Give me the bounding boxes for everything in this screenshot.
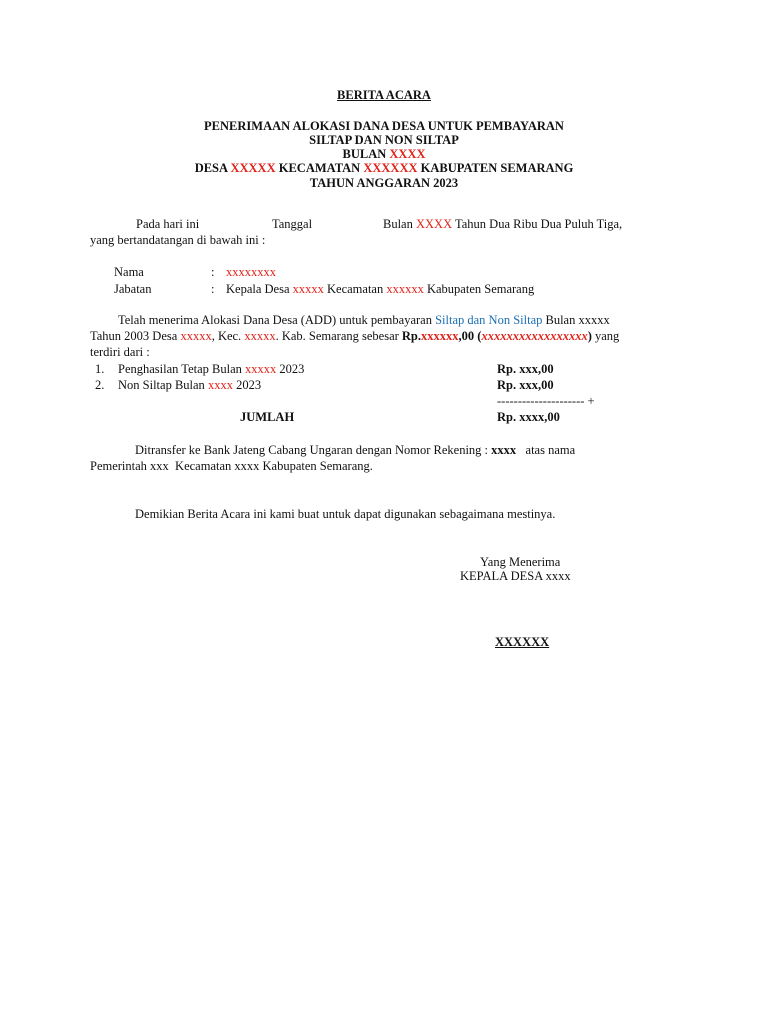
jabatan-kecamatan-label: Kecamatan [323, 282, 387, 296]
item-2-month-placeholder: xxxx [207, 378, 233, 392]
body-line-2 [90, 328, 619, 344]
body-line-1-b: Bulan xxxxx [542, 313, 610, 327]
item-1-number: 1. [95, 362, 105, 376]
item-2-label [118, 377, 261, 393]
jabatan-kecamatan-placeholder: xxxxxx [386, 282, 424, 296]
subtitle-year: TAHUN ANGGARAN 2023 [309, 176, 459, 190]
intro-tahun: Tahun Dua Ribu Dua Puluh Tiga, [452, 217, 623, 231]
item-1-label-a: Penghasilan Tetap Bulan [118, 362, 245, 376]
body-desa-placeholder: xxxxx [180, 329, 212, 343]
intro-line-2: yang bertandatangan di bawah ini : [90, 233, 266, 247]
jabatan-colon: : [211, 282, 215, 296]
subtitle-kabupaten: KABUPATEN SEMARANG [417, 161, 574, 175]
jabatan-value [226, 281, 534, 297]
subtitle-kecamatan-placeholder: XXXXXX [363, 161, 418, 175]
body-line-1 [118, 312, 610, 328]
subtitle-line-4 [0, 160, 768, 176]
body-amount-close: ) [587, 329, 592, 343]
jabatan-label: Jabatan [114, 282, 152, 296]
item-1-amount: Rp. xxx,00 [497, 362, 554, 376]
item-1-month-placeholder: xxxxx [245, 362, 277, 376]
transfer-atas-nama: atas nama [516, 443, 576, 457]
body-rp-label: Rp. [401, 329, 422, 343]
jabatan-prefix: Kepala Desa [226, 282, 293, 296]
item-1-label-b: 2023 [276, 362, 305, 376]
nama-label: Nama [114, 265, 144, 279]
body-amount-words-placeholder: xxxxxxxxxxxxxxxxx [481, 329, 588, 343]
nama-value: xxxxxxxx [226, 265, 276, 279]
transfer-line-2: Pemerintah xxx Kecamatan xxxx Kabupaten Semarang. [90, 459, 373, 473]
jabatan-desa-placeholder: xxxxx [292, 282, 324, 296]
item-1-label [118, 361, 304, 377]
body-line-2-c: . Kab. Semarang sebesar [275, 329, 402, 343]
total-label: JUMLAH [240, 410, 295, 424]
intro-bulan-label: Bulan [383, 217, 416, 231]
body-kec-placeholder: xxxxx [244, 329, 276, 343]
intro-tanggal: Tanggal [272, 217, 313, 231]
body-line-3: terdiri dari : [90, 345, 150, 359]
signature-yang-menerima: Yang Menerima [480, 555, 561, 569]
subtitle-line-1-text: PENERIMAAN ALOKASI DANA DESA UNTUK PEMBAYARAN [204, 119, 564, 133]
item-2-label-a: Non Siltap Bulan [118, 378, 208, 392]
nama-colon: : [211, 265, 215, 279]
subtitle-desa-label: DESA [194, 161, 231, 175]
subtitle-desa-placeholder: XXXXX [230, 161, 276, 175]
body-line-1-a: Telah menerima Alokasi Dana Desa (ADD) untuk pembayaran [118, 313, 436, 327]
heading-text: BERITA ACARA [337, 88, 431, 102]
body-line-2-b: , Kec. [211, 329, 245, 343]
body-amount-placeholder: xxxxxx [421, 329, 459, 343]
item-2-amount: Rp. xxx,00 [497, 378, 554, 392]
subtitle-kecamatan-label: KECAMATAN [275, 161, 364, 175]
item-2-label-b: 2023 [232, 378, 262, 392]
body-amount-suffix: ,00 ( [458, 329, 482, 343]
document-heading [0, 87, 768, 103]
subtitle-line-5 [0, 175, 768, 191]
subtitle-bulan-placeholder: XXXX [389, 147, 426, 161]
signature-role: KEPALA DESA xxxx [460, 569, 571, 583]
intro-bulan-placeholder: XXXX [415, 217, 453, 231]
transfer-account-placeholder: xxxx [491, 443, 517, 457]
body-siltap-link-text: Siltap dan Non Siltap [435, 313, 543, 327]
sum-line: --------------------- + [497, 394, 595, 408]
transfer-line-1 [135, 442, 575, 458]
signature-name: XXXXXX [495, 635, 550, 649]
body-line-2-d: yang [591, 329, 620, 343]
closing-statement: Demikian Berita Acara ini kami buat untuk dapat digunakan sebagaimana mestinya. [135, 507, 556, 521]
subtitle-line-2-text: SILTAP DAN NON SILTAP [309, 133, 459, 147]
intro-bulan-tahun [383, 216, 622, 232]
intro-pada-hari: Pada hari ini [136, 217, 200, 231]
total-amount: Rp. xxxx,00 [497, 410, 560, 424]
jabatan-kabupaten: Kabupaten Semarang [423, 282, 535, 296]
body-line-2-a: Tahun 2003 Desa [90, 329, 181, 343]
transfer-text: Ditransfer ke Bank Jateng Cabang Ungaran dengan Nomor Rekening : [135, 443, 492, 457]
item-2-number: 2. [95, 378, 105, 392]
subtitle-bulan-label: BULAN [342, 147, 390, 161]
